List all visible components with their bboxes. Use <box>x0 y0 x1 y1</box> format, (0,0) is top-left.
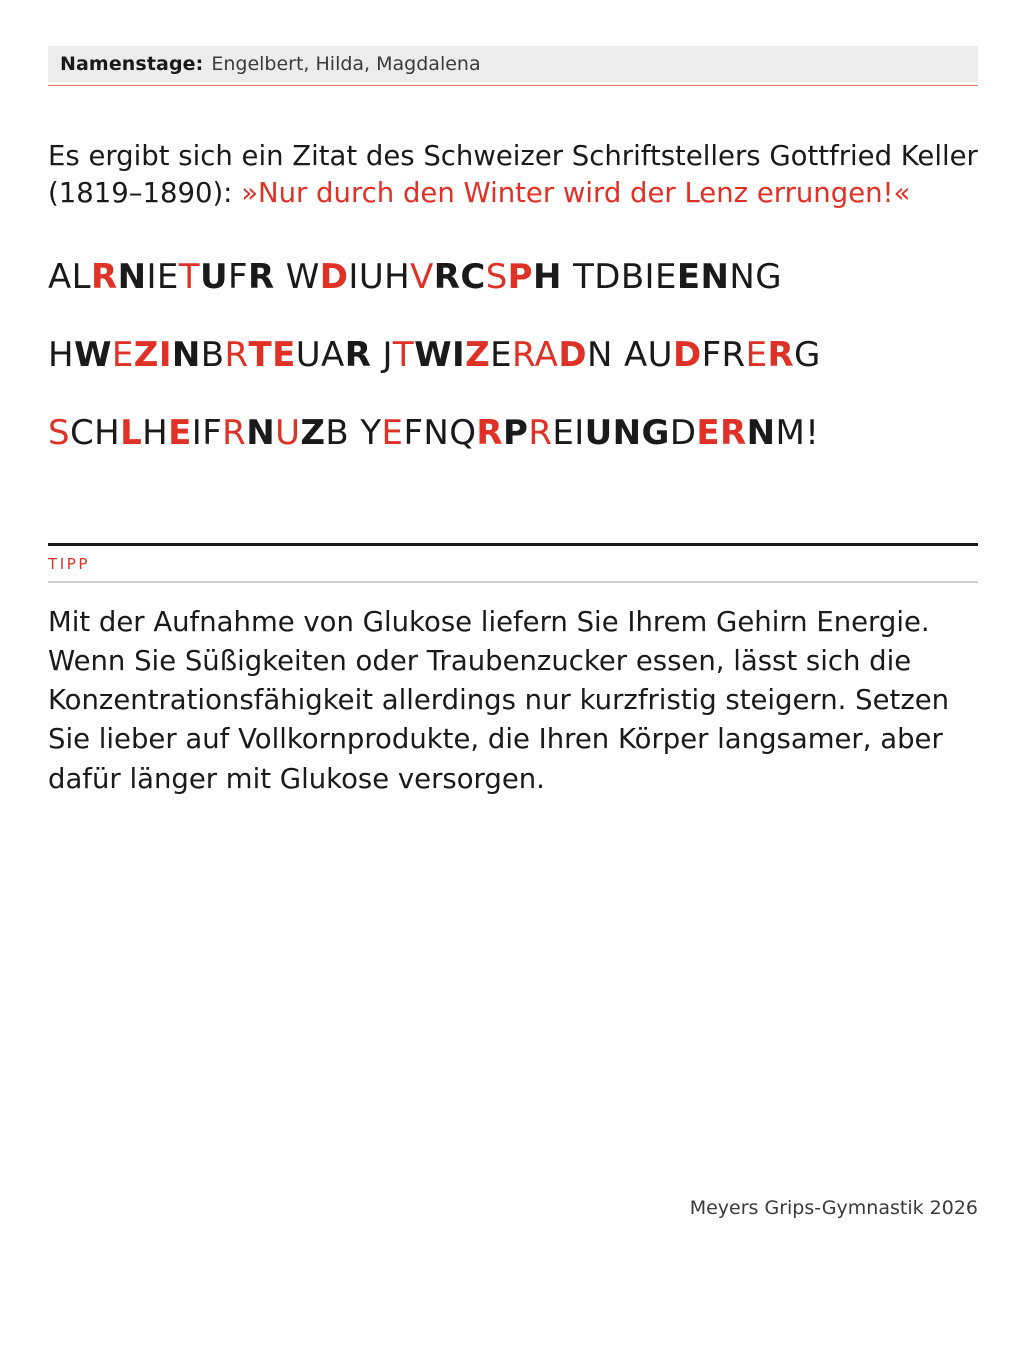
puzzle-letters: Z <box>300 412 326 453</box>
puzzle-letters: E <box>168 412 192 453</box>
puzzle-letters: S <box>48 412 70 453</box>
puzzle-letters: R <box>767 334 795 375</box>
puzzle-letters: NG <box>729 257 782 298</box>
puzzle-letters: H <box>142 412 169 453</box>
header-divider <box>48 85 978 86</box>
puzzle-letters: AL <box>48 257 92 298</box>
puzzle-letters: D <box>558 334 587 375</box>
puzzle-letters: IF <box>191 412 223 453</box>
puzzle-letters: R <box>476 412 503 453</box>
puzzle-letters: R <box>91 257 118 298</box>
puzzle-letters: ER <box>696 412 747 453</box>
puzzle-letters: V <box>410 257 434 298</box>
puzzle-letters: E <box>111 334 134 375</box>
puzzle-letters: P <box>507 257 533 298</box>
puzzle-letters: E <box>490 334 513 375</box>
puzzle-letters: CH <box>69 412 121 453</box>
puzzle-letters: S <box>485 257 508 298</box>
puzzle-letters: TE <box>248 334 296 375</box>
puzzle-letters: F <box>227 257 248 298</box>
puzzle-line <box>48 334 978 375</box>
puzzle-letters: UNG <box>584 412 670 453</box>
puzzle-letters: W <box>274 257 320 298</box>
puzzle-letters: A <box>321 334 345 375</box>
puzzle-letters: D <box>319 257 349 298</box>
puzzle-letters: R <box>528 412 553 453</box>
calendar-page <box>0 46 1026 1351</box>
puzzle-letters: N <box>746 412 776 453</box>
puzzle-letters: ZI <box>133 334 172 375</box>
puzzle-letters: D <box>669 412 697 453</box>
puzzle-letters: Z <box>465 334 491 375</box>
footer-credit: Meyers Grips-Gymnastik 2026 <box>689 1197 978 1219</box>
puzzle-letters: FNQ <box>403 412 477 453</box>
puzzle-letters: IUH <box>348 257 411 298</box>
puzzle-letters: EI <box>552 412 585 453</box>
puzzle-letters: U <box>275 412 301 453</box>
puzzle-letters: R <box>344 334 372 375</box>
puzzle-letters: AU <box>612 334 673 375</box>
puzzle-letters: P <box>502 412 529 453</box>
puzzle-letters: EN <box>676 257 730 298</box>
puzzle-letters: N <box>246 412 276 453</box>
puzzle-letters: H <box>48 334 74 375</box>
puzzle-letters: N <box>171 334 201 375</box>
puzzle-letters: R <box>222 412 247 453</box>
puzzle-letters: L <box>120 412 143 453</box>
puzzle-letters: D <box>672 334 702 375</box>
puzzle-letters: E <box>745 334 768 375</box>
puzzle-letters: TD <box>561 257 621 298</box>
namenstage-bar <box>48 46 978 82</box>
intro-paragraph <box>48 138 978 212</box>
tipp-top-divider <box>48 543 978 546</box>
puzzle-letters: R <box>224 334 249 375</box>
namenstage-names: Engelbert, Hilda, Magdalena <box>211 53 481 75</box>
puzzle-letters: Y <box>349 412 382 453</box>
puzzle-letters: B <box>325 412 350 453</box>
puzzle-letters: W <box>73 334 112 375</box>
puzzle-letters: IE <box>146 257 179 298</box>
puzzle-letters: T <box>178 257 200 298</box>
puzzle-letters: N <box>586 334 613 375</box>
puzzle-line <box>48 412 978 453</box>
puzzle-letters: BIE <box>620 257 677 298</box>
puzzle-line <box>48 257 978 298</box>
tipp-label: TIPP <box>48 555 91 574</box>
puzzle-letters: FR <box>701 334 746 375</box>
puzzle-letters: H <box>533 257 562 298</box>
puzzle-letters: M! <box>775 412 820 453</box>
intro-quote: »Nur durch den Winter wird der Lenz errungen!« <box>241 177 911 210</box>
puzzle-letters: WI <box>414 334 466 375</box>
puzzle-letters: N <box>117 257 147 298</box>
puzzle-letters: E <box>381 412 404 453</box>
puzzle-letters: U <box>295 334 322 375</box>
puzzle-letters: T <box>392 334 415 375</box>
puzzle-letters: G <box>794 334 821 375</box>
tipp-bottom-divider <box>48 581 978 583</box>
letter-puzzle <box>48 257 978 453</box>
intro-text: Es ergibt sich ein Zitat des Schweizer Schriftstellers Gottfried Keller (1819–1890): <box>48 140 978 210</box>
puzzle-letters: B <box>200 334 225 375</box>
tipp-body: Mit der Aufnahme von Glukose liefern Sie Ihrem Gehirn Energie. Wenn Sie Süßigkeiten oder Traubenzucker essen, lässt sich die Konzentrationsfähigkeit allerdings nur kurzfristig steigern. Setzen Sie lieber auf Vollkornprodukte, die Ihren Körper langsamer, aber dafür länger mit Glukose versorgen. <box>48 606 950 795</box>
namenstage-label: Namenstage: <box>60 53 204 75</box>
puzzle-letters: RA <box>512 334 559 375</box>
puzzle-letters: U <box>199 257 228 298</box>
puzzle-letters: J <box>371 334 393 375</box>
puzzle-letters: RC <box>433 257 486 298</box>
puzzle-letters: R <box>247 257 275 298</box>
